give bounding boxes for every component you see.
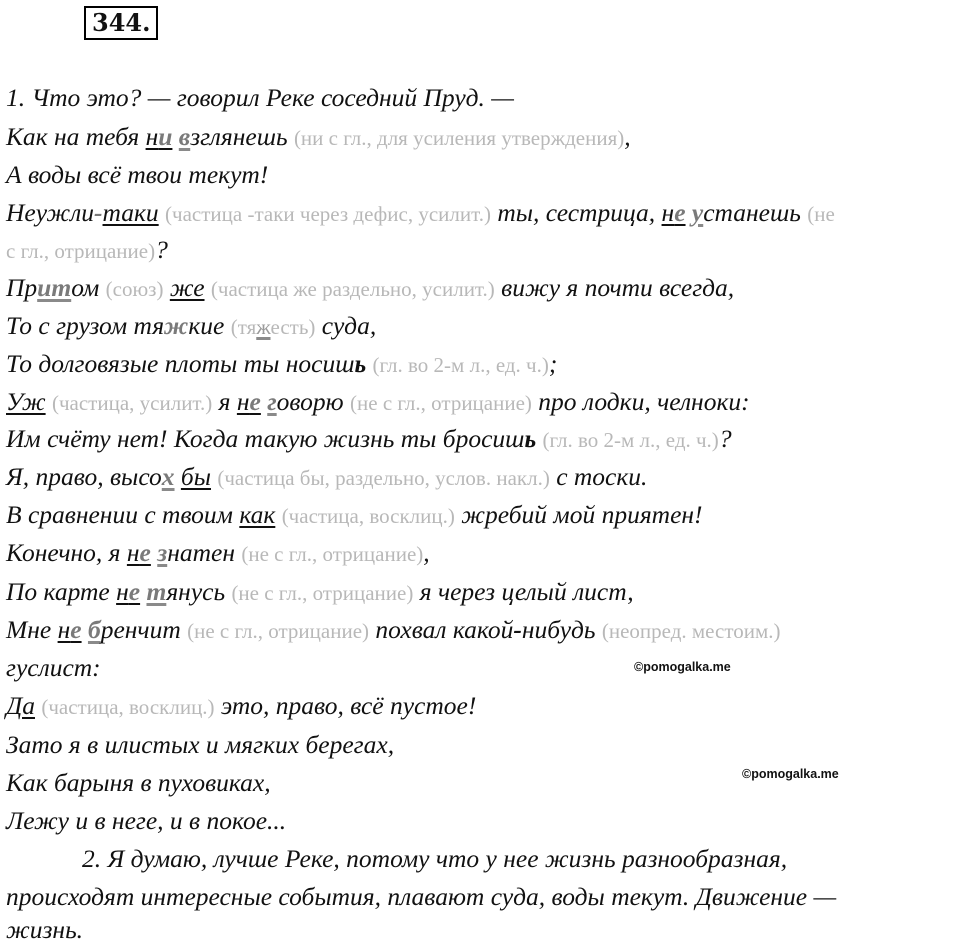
soft-sign: ь [524,424,537,453]
line-text: Им счёту нет! Когда такую жизнь ты бросиш [6,424,525,453]
watermark: ©pomogalka.me [634,660,731,674]
particle-uzh: Уж [6,387,46,416]
highlight-letter: в [178,122,191,151]
annotation: с гл., отрицание) [6,239,156,263]
annotation: (не с гл., отрицание) [241,542,424,566]
text-line-22 [6,879,836,915]
highlight-letter: и [158,122,173,151]
particle-ne [237,387,261,416]
highlight-letter: е [128,577,141,606]
line-text: Как барыня в пуховиках, [6,768,271,797]
letter: н [145,122,159,151]
line-text: 2. Я думаю, лучше Реке, потому что у нее жизнь разнообразная, [82,844,788,873]
annotation: (не [807,202,835,226]
particle-ni [146,122,173,151]
line-text: 1. Что это? — говорил Реке соседний Пруд. — [6,83,514,112]
text-line-18 [6,727,394,763]
letter: н [57,615,71,644]
line-text: Неужли [6,198,95,227]
line-text: ты, сестрица, [490,198,662,227]
text-line-2 [6,119,631,156]
line-text: натен [167,538,235,567]
annotation: (частица -таки через дефис, усилит.) [165,202,491,226]
highlight-letter: з [157,538,168,567]
highlight-letters: ит [37,273,72,302]
line-text: я через целый лист, [413,577,634,606]
hyphen: - [513,615,522,644]
text-line-11 [6,459,647,496]
particle-ne [116,577,140,606]
highlight-letter: е [139,538,151,567]
text-line-6 [6,270,734,307]
line-text: Как на тебя [6,122,146,151]
text-line-21 [6,841,787,877]
annotation: (частица бы, раздельно, услов. накл.) [217,466,550,490]
annotation: (частица, восклиц.) [281,504,455,528]
particle-kak: как [239,500,276,529]
highlight-letter: е [70,615,82,644]
highlight-letter: е [674,198,686,227]
annotation-highlight: ж [256,315,271,339]
punctuation: ; [548,349,558,378]
highlight-letter: е [249,387,261,416]
line-text: оворю [276,387,344,416]
line-text: Я, право, высо [6,462,162,491]
annotation-part: (тя [230,315,257,339]
annotation: (не с гл., отрицание) [231,581,414,605]
letter: н [126,538,140,567]
letter: н [116,577,129,606]
annotation: (частица, восклиц.) [41,695,215,719]
line-text: А воды всё твои текут! [6,160,269,189]
highlight-letter: т [146,577,167,606]
text-line-20 [6,803,286,839]
annotation: (частица же раздельно, усилит.) [210,277,495,301]
annotation: (союз) [105,277,164,301]
line-text: гуслист: [6,653,101,682]
annotation: (гл. во 2-м л., ед. ч.) [542,428,719,452]
line-text: По карте [6,577,117,606]
highlight-letter: ж [164,311,189,340]
particle-zhe: же [169,273,205,302]
punctuation: ? [155,235,168,264]
text-line-17 [6,688,476,725]
highlight-letter: х [161,462,175,491]
punctuation: , [624,122,631,151]
line-text: янусь [166,577,226,606]
line-text: То долговязые плоты ты носиш [6,349,355,378]
text-line-23 [6,912,83,948]
line-text: жребий мой приятен! [454,500,703,529]
punctuation: ? [718,424,732,453]
annotation: (частица, усилит.) [51,391,213,415]
line-text: суда, [315,311,377,340]
line-text: это, право, всё пустое! [214,691,477,720]
particle-taki: таки [102,198,159,227]
punctuation: , [423,538,430,567]
text-line-10 [6,421,732,458]
line-text: Конечно, я [6,538,127,567]
text-line-13 [6,535,430,572]
particle-da: Да [6,691,35,720]
line-text: Лежу и в неге, и в покое... [6,806,287,835]
particle-ne [58,615,82,644]
line-text: происходят интересные события, плавают суда, воды текут. Движение — [6,882,837,911]
annotation: (ни с гл., для усиления утверждения) [293,126,625,150]
text-line-14 [6,574,634,611]
annotation [231,315,316,339]
text-line-4 [6,195,835,232]
line-text: станешь [703,198,801,227]
annotation: (неопред. местоим.) [601,619,781,643]
line-text: жизнь. [6,915,84,944]
line-text: В сравнении с твоим [6,500,240,529]
text-line-19 [6,765,271,801]
line-text: я [212,387,237,416]
line-text: похвал какой [369,615,514,644]
line-text: кие [188,311,225,340]
annotation: (гл. во 2-м л., ед. ч.) [372,353,549,377]
particle-by: бы [180,462,211,491]
soft-sign: ь [354,349,367,378]
particle-ne [127,538,151,567]
watermark: ©pomogalka.me [742,767,839,781]
text-line-16 [6,650,101,686]
text-line-8 [6,346,557,383]
letter: н [661,198,675,227]
text-line-9 [6,384,750,421]
line-text: вижу я почти всегда, [494,273,735,302]
annotation-part: есть) [270,315,316,339]
line-text: Пр [6,273,38,302]
line-text: ренчит [100,615,181,644]
line-text: Мне [6,615,58,644]
text-line-7 [6,308,376,345]
exercise-number: 344. [84,6,158,40]
particle-ne [662,198,686,227]
text-line-5 [6,232,168,269]
line-text: ом [71,273,100,302]
text-line-12 [6,497,703,534]
hyphen: - [94,198,103,227]
text-line-1 [6,80,514,116]
line-text: нибудь [521,615,596,644]
annotation: (не с гл., отрицание) [187,619,370,643]
text-line-3 [6,157,268,193]
line-text: Зато я в илистых и мягких берегах, [6,730,395,759]
text-line-15 [6,612,781,649]
line-text: зглянешь [190,122,288,151]
line-text: с тоски. [549,462,648,491]
letter: н [236,387,250,416]
highlight-letter: г [267,387,277,416]
annotation: (не с гл., отрицание) [350,391,532,415]
highlight-letter: у [691,198,704,227]
line-text: про лодки, челноки: [531,387,750,416]
line-text: То с грузом тя [6,311,165,340]
highlight-letter: б [87,615,101,644]
